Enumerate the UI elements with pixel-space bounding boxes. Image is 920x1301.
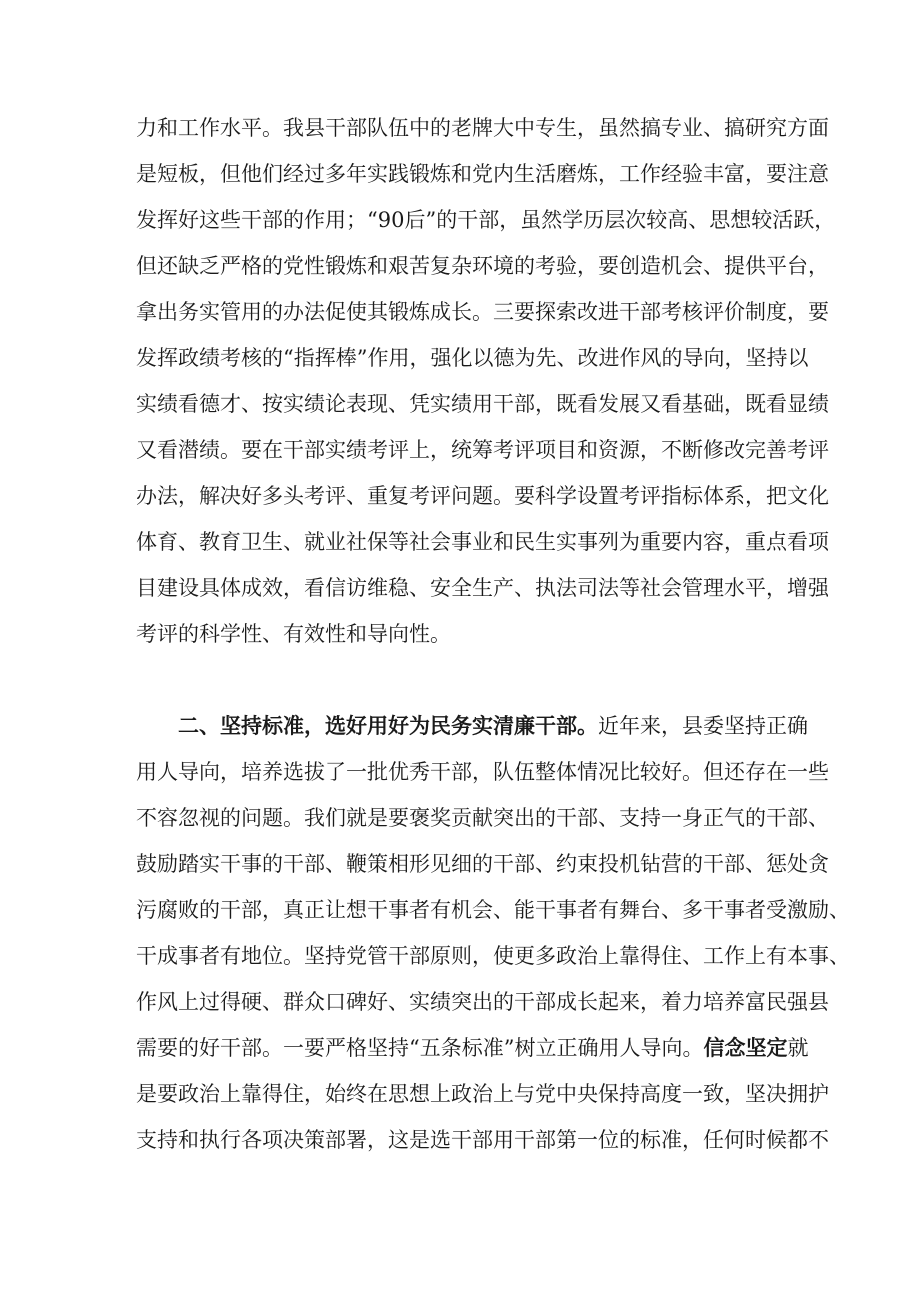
paragraph-line: 污腐败的干部，真正让想干事者有机会、能干事者有舞台、多干事者受激励、: [136, 898, 850, 922]
paragraph-line: 但还缺乏严格的党性锻炼和艰苦复杂环境的考验，要创造机会、提供平台，: [136, 254, 829, 278]
paragraph-line: 目建设具体成效，看信访维稳、安全生产、执法司法等社会管理水平，增强: [136, 576, 829, 600]
paragraph-line: 是要政治上靠得住，始终在思想上政治上与党中央保持高度一致，坚决拥护: [136, 1082, 829, 1106]
paragraph-line: 发挥好这些干部的作用；“90后”的干部，虽然学历层次较高、思想较活跃，: [136, 208, 836, 232]
paragraph-1: [136, 105, 836, 657]
paragraph-line: 发挥政绩考核的“指挥棒”作用，强化以德为先、改进作风的导向，坚持以: [136, 346, 809, 370]
paragraph-line: 体育、教育卫生、就业社保等社会事业和民生实事列为重要内容，重点看项: [136, 530, 829, 554]
paragraph-line: 干成事者有地位。坚持党管干部原则，使更多政治上靠得住、工作上有本事、: [136, 944, 850, 968]
paragraph-line: 鼓励踏实干事的干部、鞭策相形见细的干部、约束投机钻营的干部、惩处贪: [136, 852, 829, 876]
paragraph-line: 力和工作水平。我县干部队伍中的老牌大中专生，虽然搞专业、搞研究方面: [136, 116, 829, 140]
section-heading-line: [136, 703, 808, 749]
paragraph-line: 用人导向，培养选拔了一批优秀干部，队伍整体情况比较好。但还存在一些: [136, 760, 829, 784]
bold-term: 信念坚定: [703, 1035, 788, 1060]
paragraph-line: 是短板，但他们经过多年实践锻炼和党内生活磨炼，工作经验丰富，要注意: [136, 162, 829, 186]
document-page: [136, 105, 850, 1163]
paragraph-line-with-bold: [136, 1025, 809, 1071]
line-text: 需要的好干部。一要严格坚持“五条标准”树立正确用人导向。: [136, 1036, 704, 1060]
line-text: 就: [787, 1036, 809, 1060]
section-heading: 二、坚持标准，选好用好为民务实清廉干部。: [178, 713, 598, 738]
paragraph-line: 实绩看德才、按实绩论表现、凭实绩用干部，既看发展又看基础，既看显绩: [136, 392, 829, 416]
paragraph-line: 作风上过得硬、群众口碑好、实绩突出的干部成长起来，着力培养富民强县: [136, 990, 829, 1014]
paragraph-line: 又看潜绩。要在干部实绩考评上，统筹考评项目和资源，不断修改完善考评: [136, 438, 829, 462]
paragraph-2: [136, 703, 850, 1163]
paragraph-line: 支持和执行各项决策部署，这是选干部用干部第一位的标准，任何时候都不: [136, 1128, 829, 1152]
paragraph-line: 办法，解决好多头考评、重复考评问题。要科学设置考评指标体系，把文化: [136, 484, 829, 508]
paragraph-line: 考评的科学性、有效性和导向性。: [136, 622, 451, 646]
heading-line-text: 近年来，县委坚持正确: [598, 714, 808, 738]
paragraph-spacer: [136, 657, 796, 703]
paragraph-line: 不容忽视的问题。我们就是要褒奖贡献突出的干部、支持一身正气的干部、: [136, 806, 829, 830]
paragraph-line: 拿出务实管用的办法促使其锻炼成长。三要探索改进干部考核评价制度，要: [136, 300, 829, 324]
